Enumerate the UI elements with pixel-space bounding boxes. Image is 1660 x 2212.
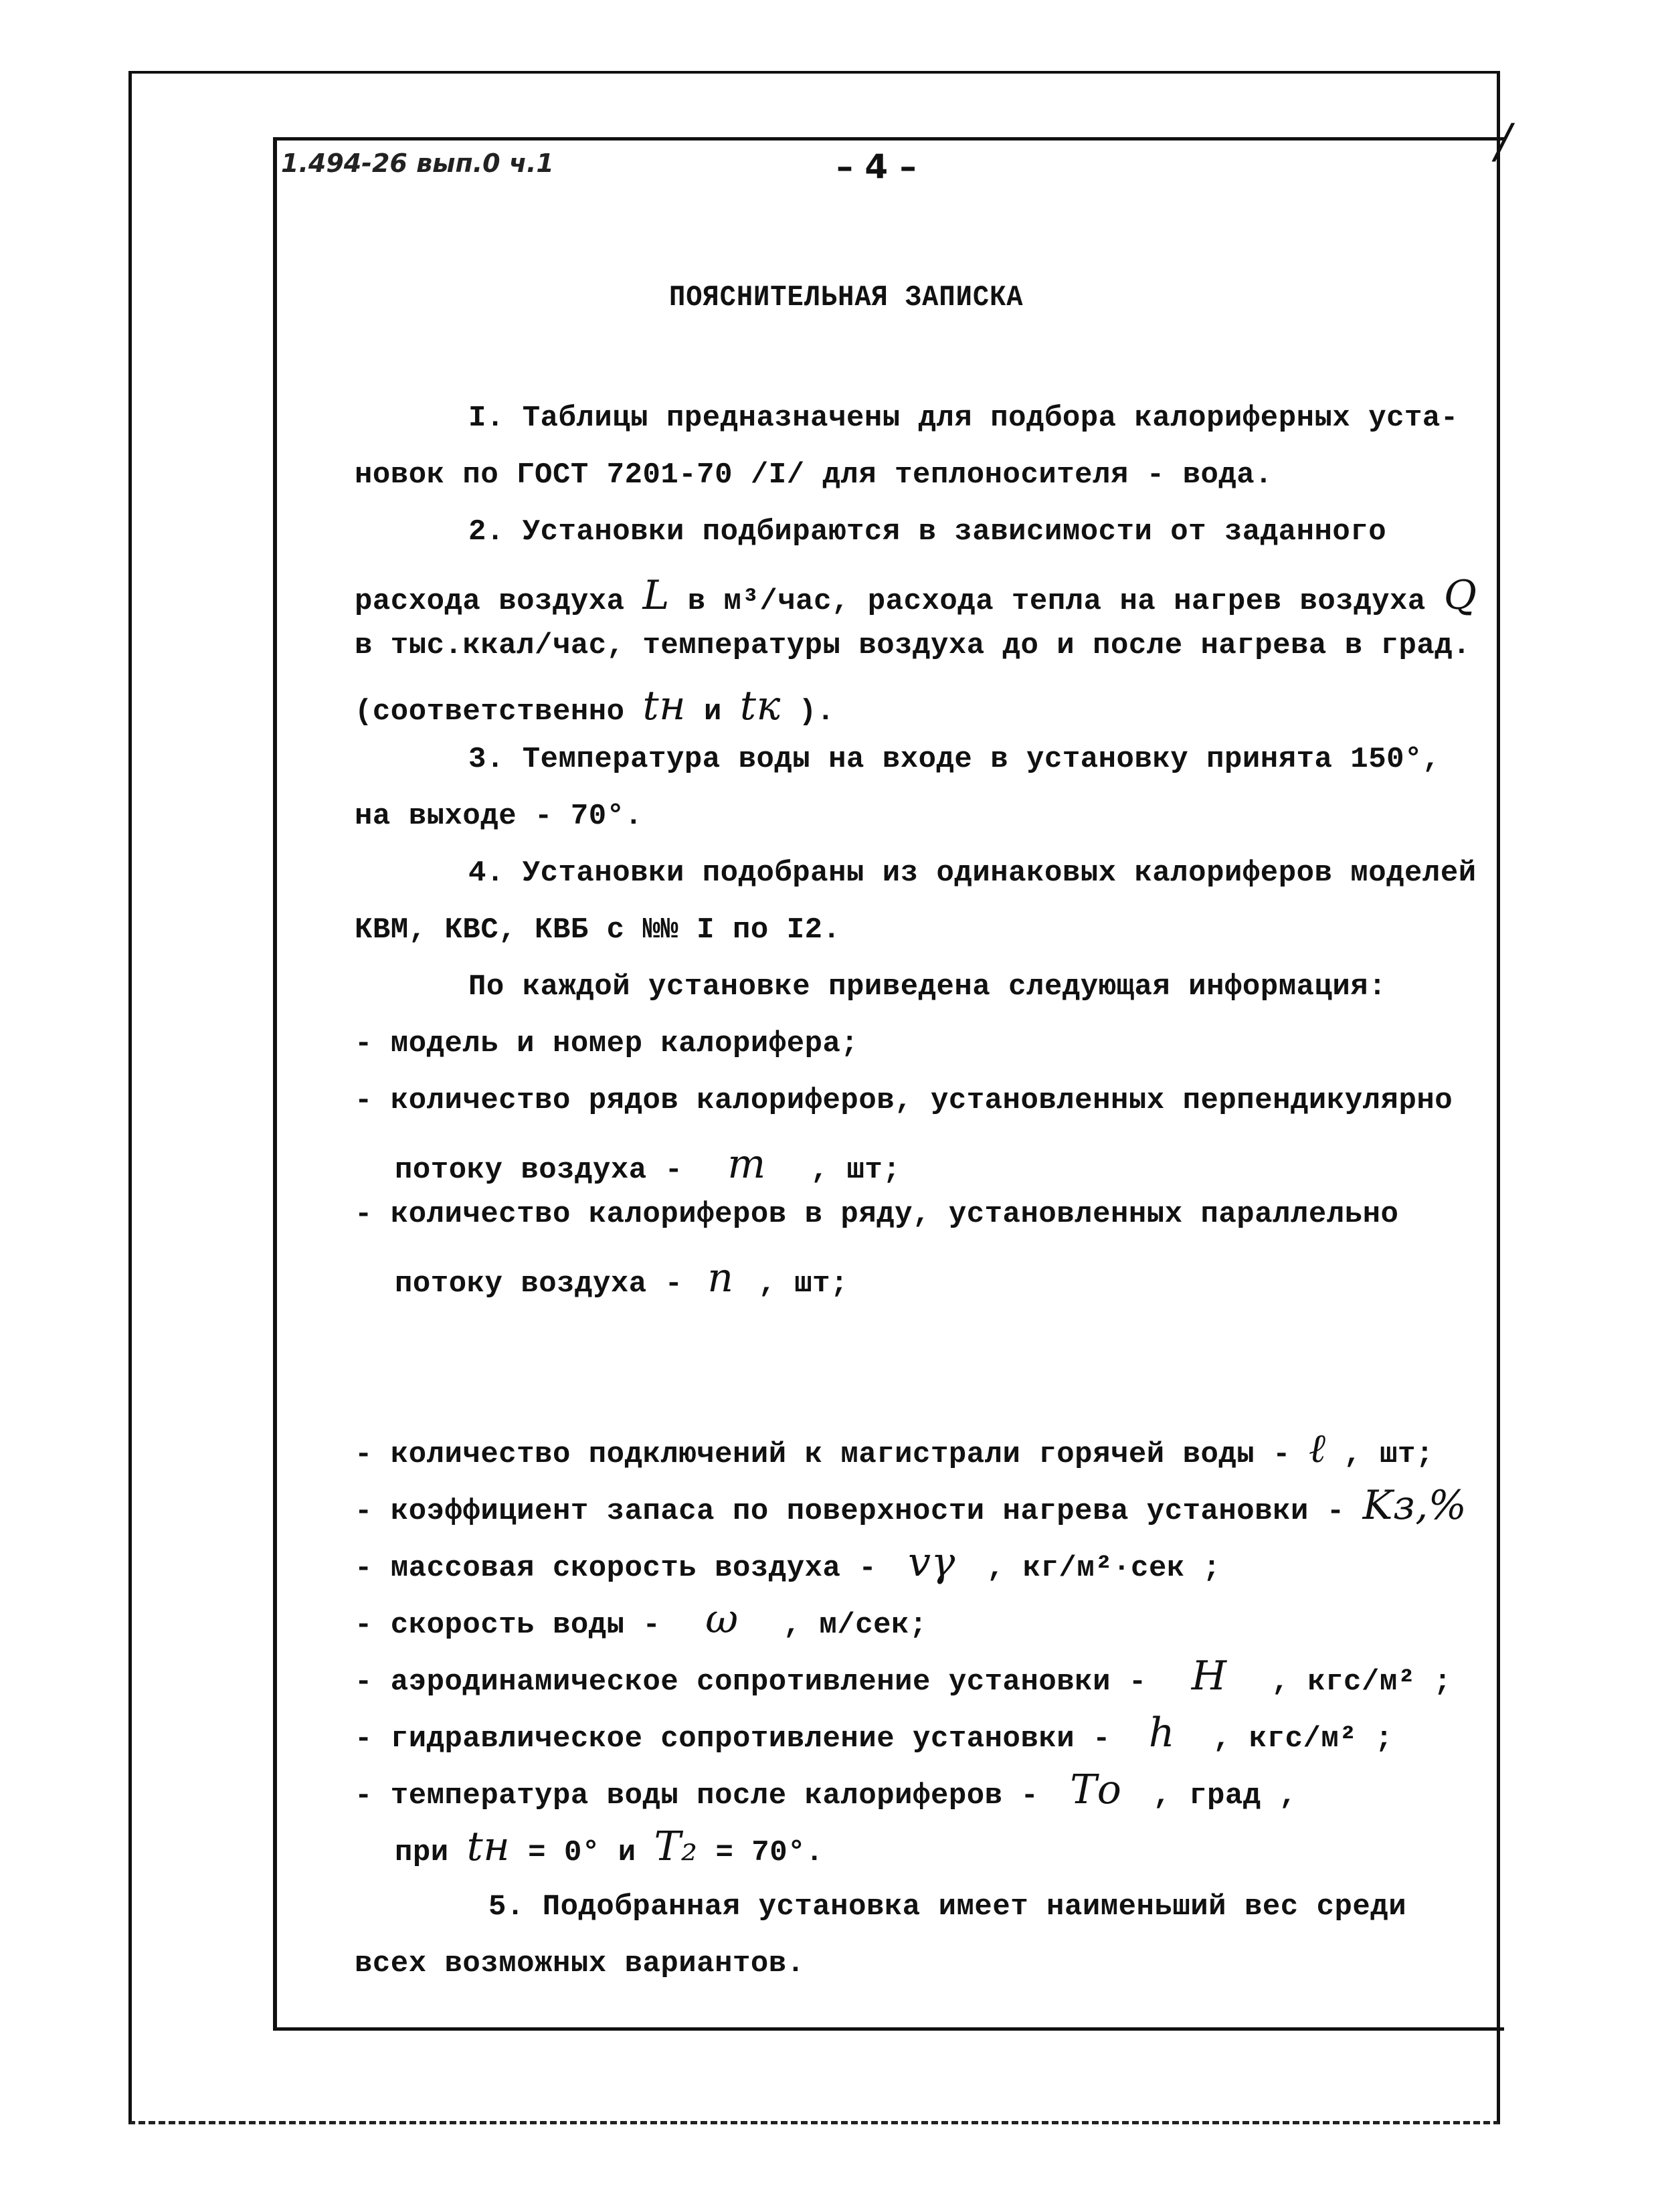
paragraph-4-line-2: КВМ, КВС, КВБ с №№ I по I2.: [355, 913, 841, 947]
list-item: - массовая скорость воздуха - vγ , кг/м²·сек ;: [355, 1539, 1221, 1586]
list-item: - количество подключений к магистрали горячей воды - ℓ , шт;: [355, 1425, 1434, 1472]
paragraph-2-line-2: расхода воздуха L в м³/час, расхода тепла на нагрев воздуха Q: [355, 572, 1477, 619]
list-item: - скорость воды - ω , м/сек;: [355, 1596, 927, 1643]
corner-mark: /: [1495, 114, 1511, 169]
list-item: - модель и номер калорифера;: [355, 1027, 859, 1061]
paragraph-1-line-2: новок по ГОСТ 7201-70 /I/ для теплоносителя - вода.: [355, 458, 1273, 492]
list-item: - количество рядов калориферов, установленных перпендикулярно: [355, 1084, 1453, 1117]
paragraph-2-line-4: (соответственно tн и tк ).: [355, 682, 835, 729]
page-number: – 4 –: [836, 147, 917, 186]
paragraph-2-line-1: 2. Установки подбираются в зависимости от заданного: [468, 515, 1387, 549]
paragraph-4-line-1: 4. Установки подобраны из одинаковых калориферов моделей: [468, 856, 1477, 890]
list-item-continuation: потоку воздуха - m , шт;: [395, 1141, 901, 1188]
list-item-continuation: при tн = 0° и T₂ = 70°.: [395, 1823, 824, 1870]
paragraph-5-line-1: 5. Подобранная установка имеет наименьший вес среди: [488, 1890, 1407, 1924]
list-item: - аэродинамическое сопротивление установки - H , кгс/м² ;: [355, 1653, 1452, 1699]
archive-stamp: 1.494-26 вып.0 ч.1: [281, 149, 554, 178]
list-item: - коэффициент запаса по поверхности нагрева установки - Kз,%: [355, 1482, 1467, 1529]
paragraph-3-line-1: 3. Температура воды на входе в установку принята 150°,: [468, 743, 1441, 776]
list-item: - температура воды после калориферов - Tо , град ,: [355, 1766, 1297, 1813]
paragraph-2-line-3: в тыс.ккал/час, температуры воздуха до и после нагрева в град.: [355, 629, 1471, 662]
list-item: - гидравлическое сопротивление установки - h , кгс/м² ;: [355, 1710, 1393, 1756]
list-item: - количество калориферов в ряду, установленных параллельно: [355, 1198, 1399, 1231]
paragraph-5-line-2: всех возможных вариантов.: [355, 1947, 805, 1980]
list-item-continuation: потоку воздуха - n , шт;: [395, 1255, 848, 1301]
paragraph-1-line-1: I. Таблицы предназначены для подбора калориферных уста-: [468, 401, 1459, 435]
page-title: ПОЯСНИТЕЛЬНАЯ ЗАПИСКА: [669, 281, 1024, 314]
info-intro: По каждой установке приведена следующая информация:: [468, 970, 1387, 1004]
paragraph-3-line-2: на выходе - 70°.: [355, 800, 643, 833]
